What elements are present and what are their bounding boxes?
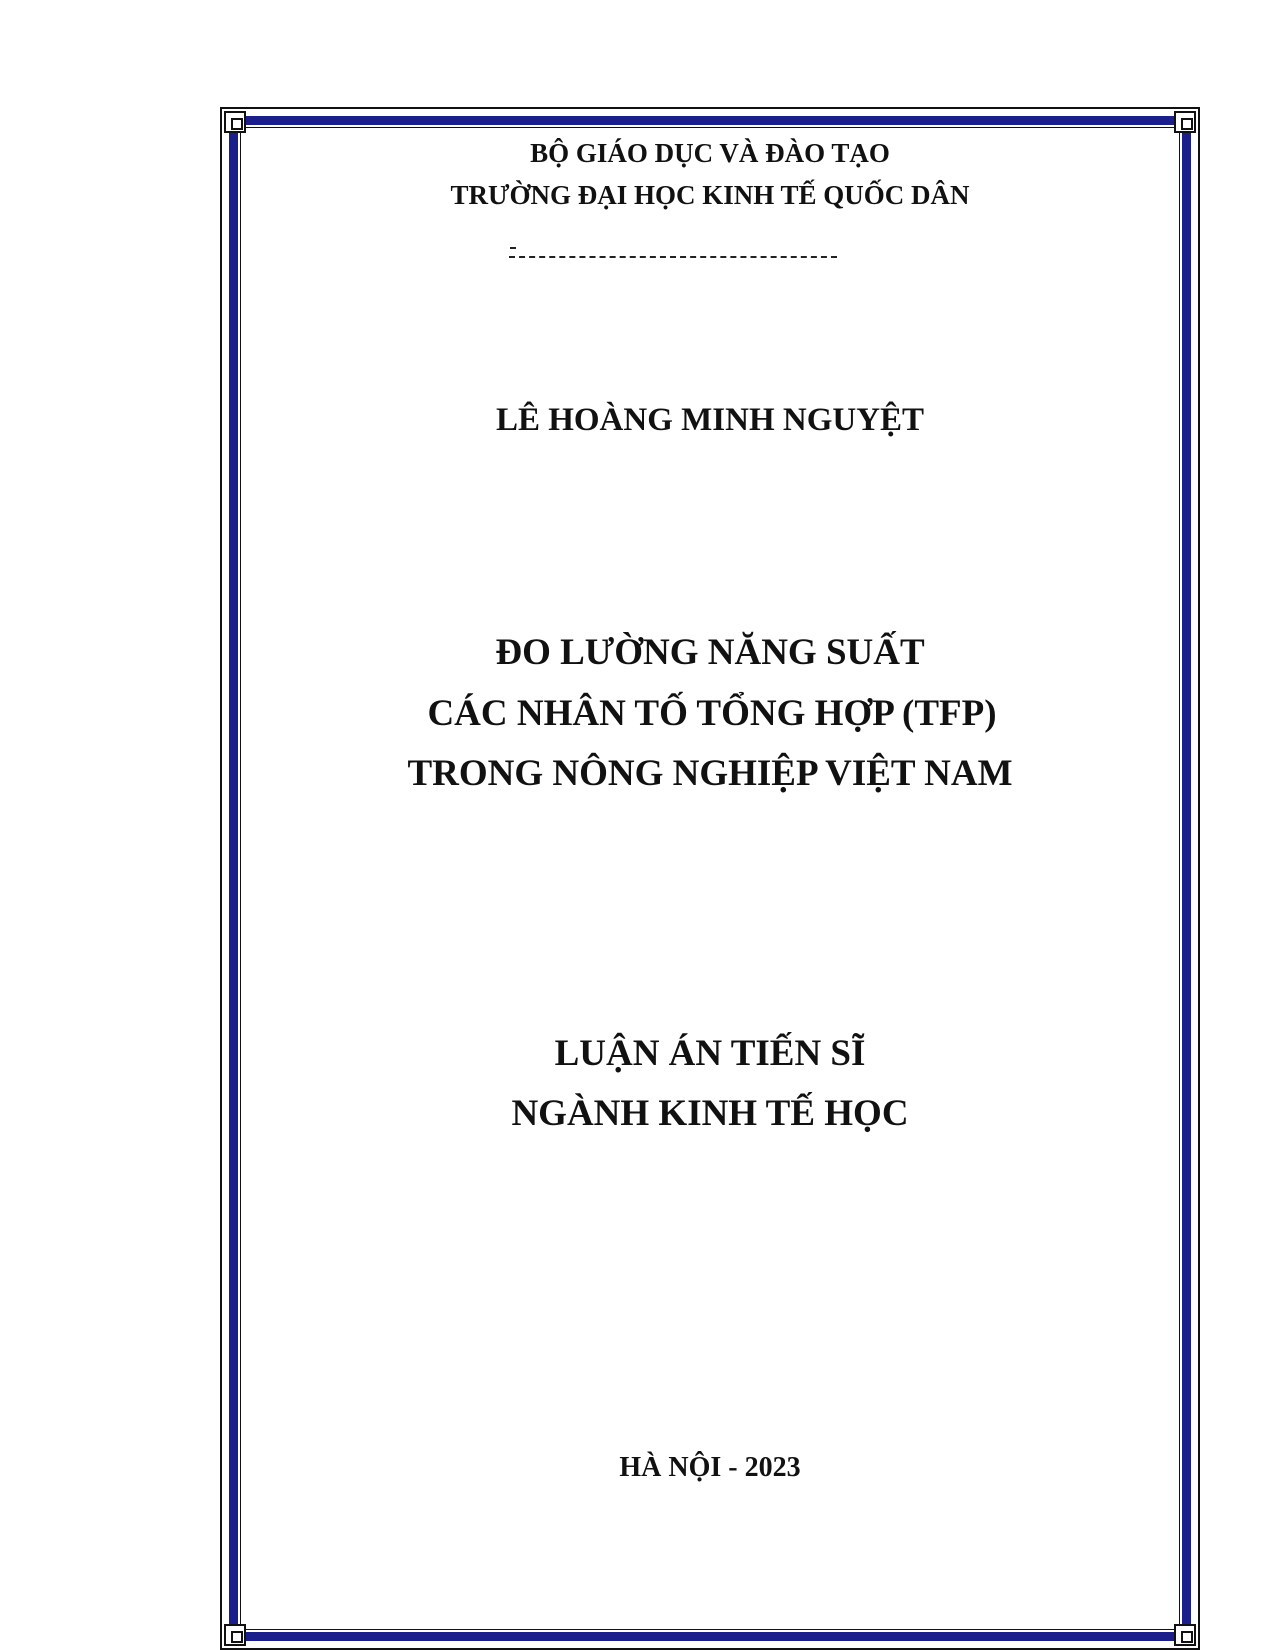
- thesis-title-line-3: TRONG NÔNG NGHIỆP VIỆT NAM: [407, 753, 1013, 794]
- degree-major: NGÀNH KINH TẾ HỌC: [511, 1093, 909, 1134]
- degree-type: LUẬN ÁN TIẾN SĨ: [554, 1033, 866, 1074]
- divider-tick: [510, 247, 516, 249]
- author-name: LÊ HOÀNG MINH NGUYỆT: [495, 402, 925, 438]
- corner-ornament-bottom-left: [224, 1624, 246, 1646]
- thesis-title-line-1: ĐO LƯỜNG NĂNG SUẤT: [495, 632, 925, 673]
- thesis-title-line-2: CÁC NHÂN TỐ TỔNG HỢP (TFP): [427, 693, 997, 734]
- corner-ornament-bottom-right: [1174, 1624, 1196, 1646]
- corner-ornament-top-right: [1174, 111, 1196, 133]
- header-divider: [509, 256, 837, 258]
- page-border-inner: [240, 127, 1180, 1630]
- university-name: TRƯỜNG ĐẠI HỌC KINH TẾ QUỐC DÂN: [450, 180, 970, 210]
- ministry-name: BỘ GIÁO DỤC VÀ ĐÀO TẠO: [530, 138, 890, 168]
- place-year: HÀ NỘI - 2023: [619, 1452, 801, 1483]
- corner-ornament-top-left: [224, 111, 246, 133]
